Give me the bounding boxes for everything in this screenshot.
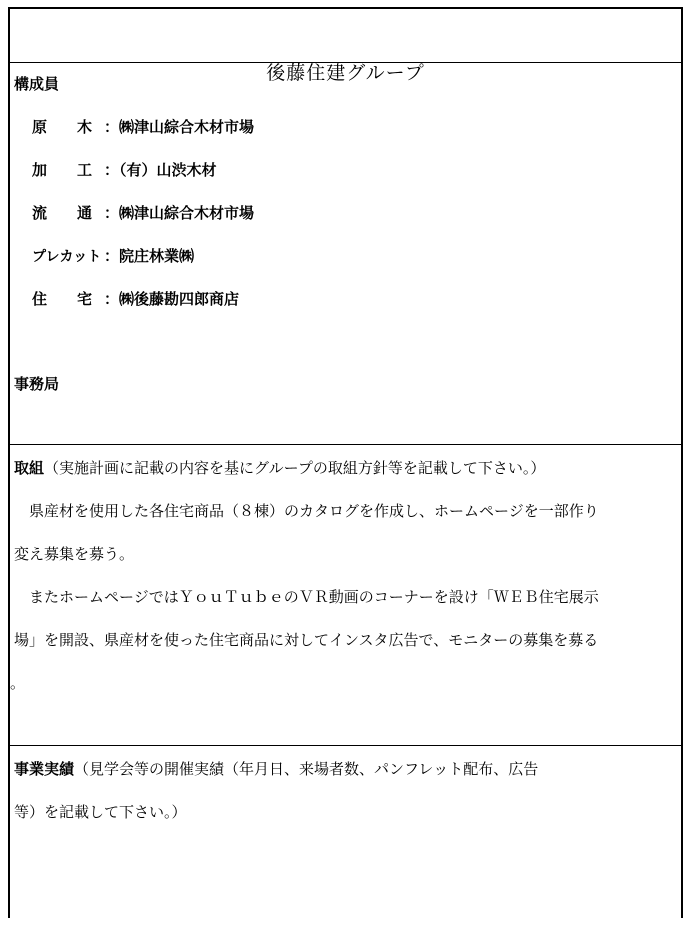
document-sheet [8, 7, 683, 918]
torikumi-line-5: 。 [10, 674, 26, 692]
jisseki-heading: 事業実績 [14, 760, 75, 778]
page-title: 後藤住建グループ [266, 62, 425, 84]
member-colon: ： [104, 290, 120, 308]
member-row-ryutsu [32, 202, 254, 223]
member-colon: ： [104, 247, 120, 265]
members-heading: 構成員 [14, 75, 60, 93]
member-row-precut [32, 245, 194, 266]
member-value: ㈱津山綜合木材市場 [119, 204, 255, 222]
member-role: 流 通 [32, 204, 93, 222]
jisseki-line-2: 等）を記載して下さい。） [14, 803, 187, 821]
member-value: ㈱後藤勘四郎商店 [119, 290, 240, 308]
member-value: 院庄林業㈱ [119, 247, 195, 265]
member-value: ㈱津山綜合木材市場 [119, 118, 255, 136]
torikumi-line-4: 場」を開設、県産材を使った住宅商品に対してインスタ広告で、モニターの募集を募る [14, 631, 599, 649]
torikumi-heading-note: （実施計画に記載の内容を基にグループの取組方針等を記載して下さい。） [44, 459, 546, 477]
member-row-jutaku [32, 288, 239, 309]
torikumi-heading: 取組 [14, 459, 45, 477]
member-row-kakou [32, 159, 217, 180]
jisseki-section [10, 746, 681, 920]
member-role: 住 宅 [32, 290, 93, 308]
jisseki-heading-line [14, 758, 538, 779]
member-role: 原 木 [32, 118, 93, 136]
member-colon: ： [104, 161, 120, 179]
torikumi-line-1: 県産材を使用した各住宅商品（８棟）のカタログを作成し、ホームページを一部作り [14, 502, 599, 520]
member-role: プレカット [32, 249, 102, 265]
torikumi-section [10, 445, 681, 746]
member-colon: ： [104, 118, 120, 136]
jisseki-heading-note: （見学会等の開催実績（年月日、来場者数、パンフレット配布、広告 [74, 760, 539, 778]
member-colon: ： [104, 204, 120, 222]
member-role: 加 工 [32, 161, 93, 179]
torikumi-heading-line [14, 457, 545, 478]
member-row-genboku [32, 116, 254, 137]
members-section [10, 63, 681, 445]
member-value: （有）山渋木材 [119, 161, 217, 179]
torikumi-line-2: 変え募集を募う。 [14, 545, 135, 563]
torikumi-line-3: またホームページではＹｏｕＴｕｂｅのＶＲ動画のコーナーを設け「ＷＥＢ住宅展示 [14, 588, 599, 606]
secretariat-heading: 事務局 [14, 375, 60, 393]
